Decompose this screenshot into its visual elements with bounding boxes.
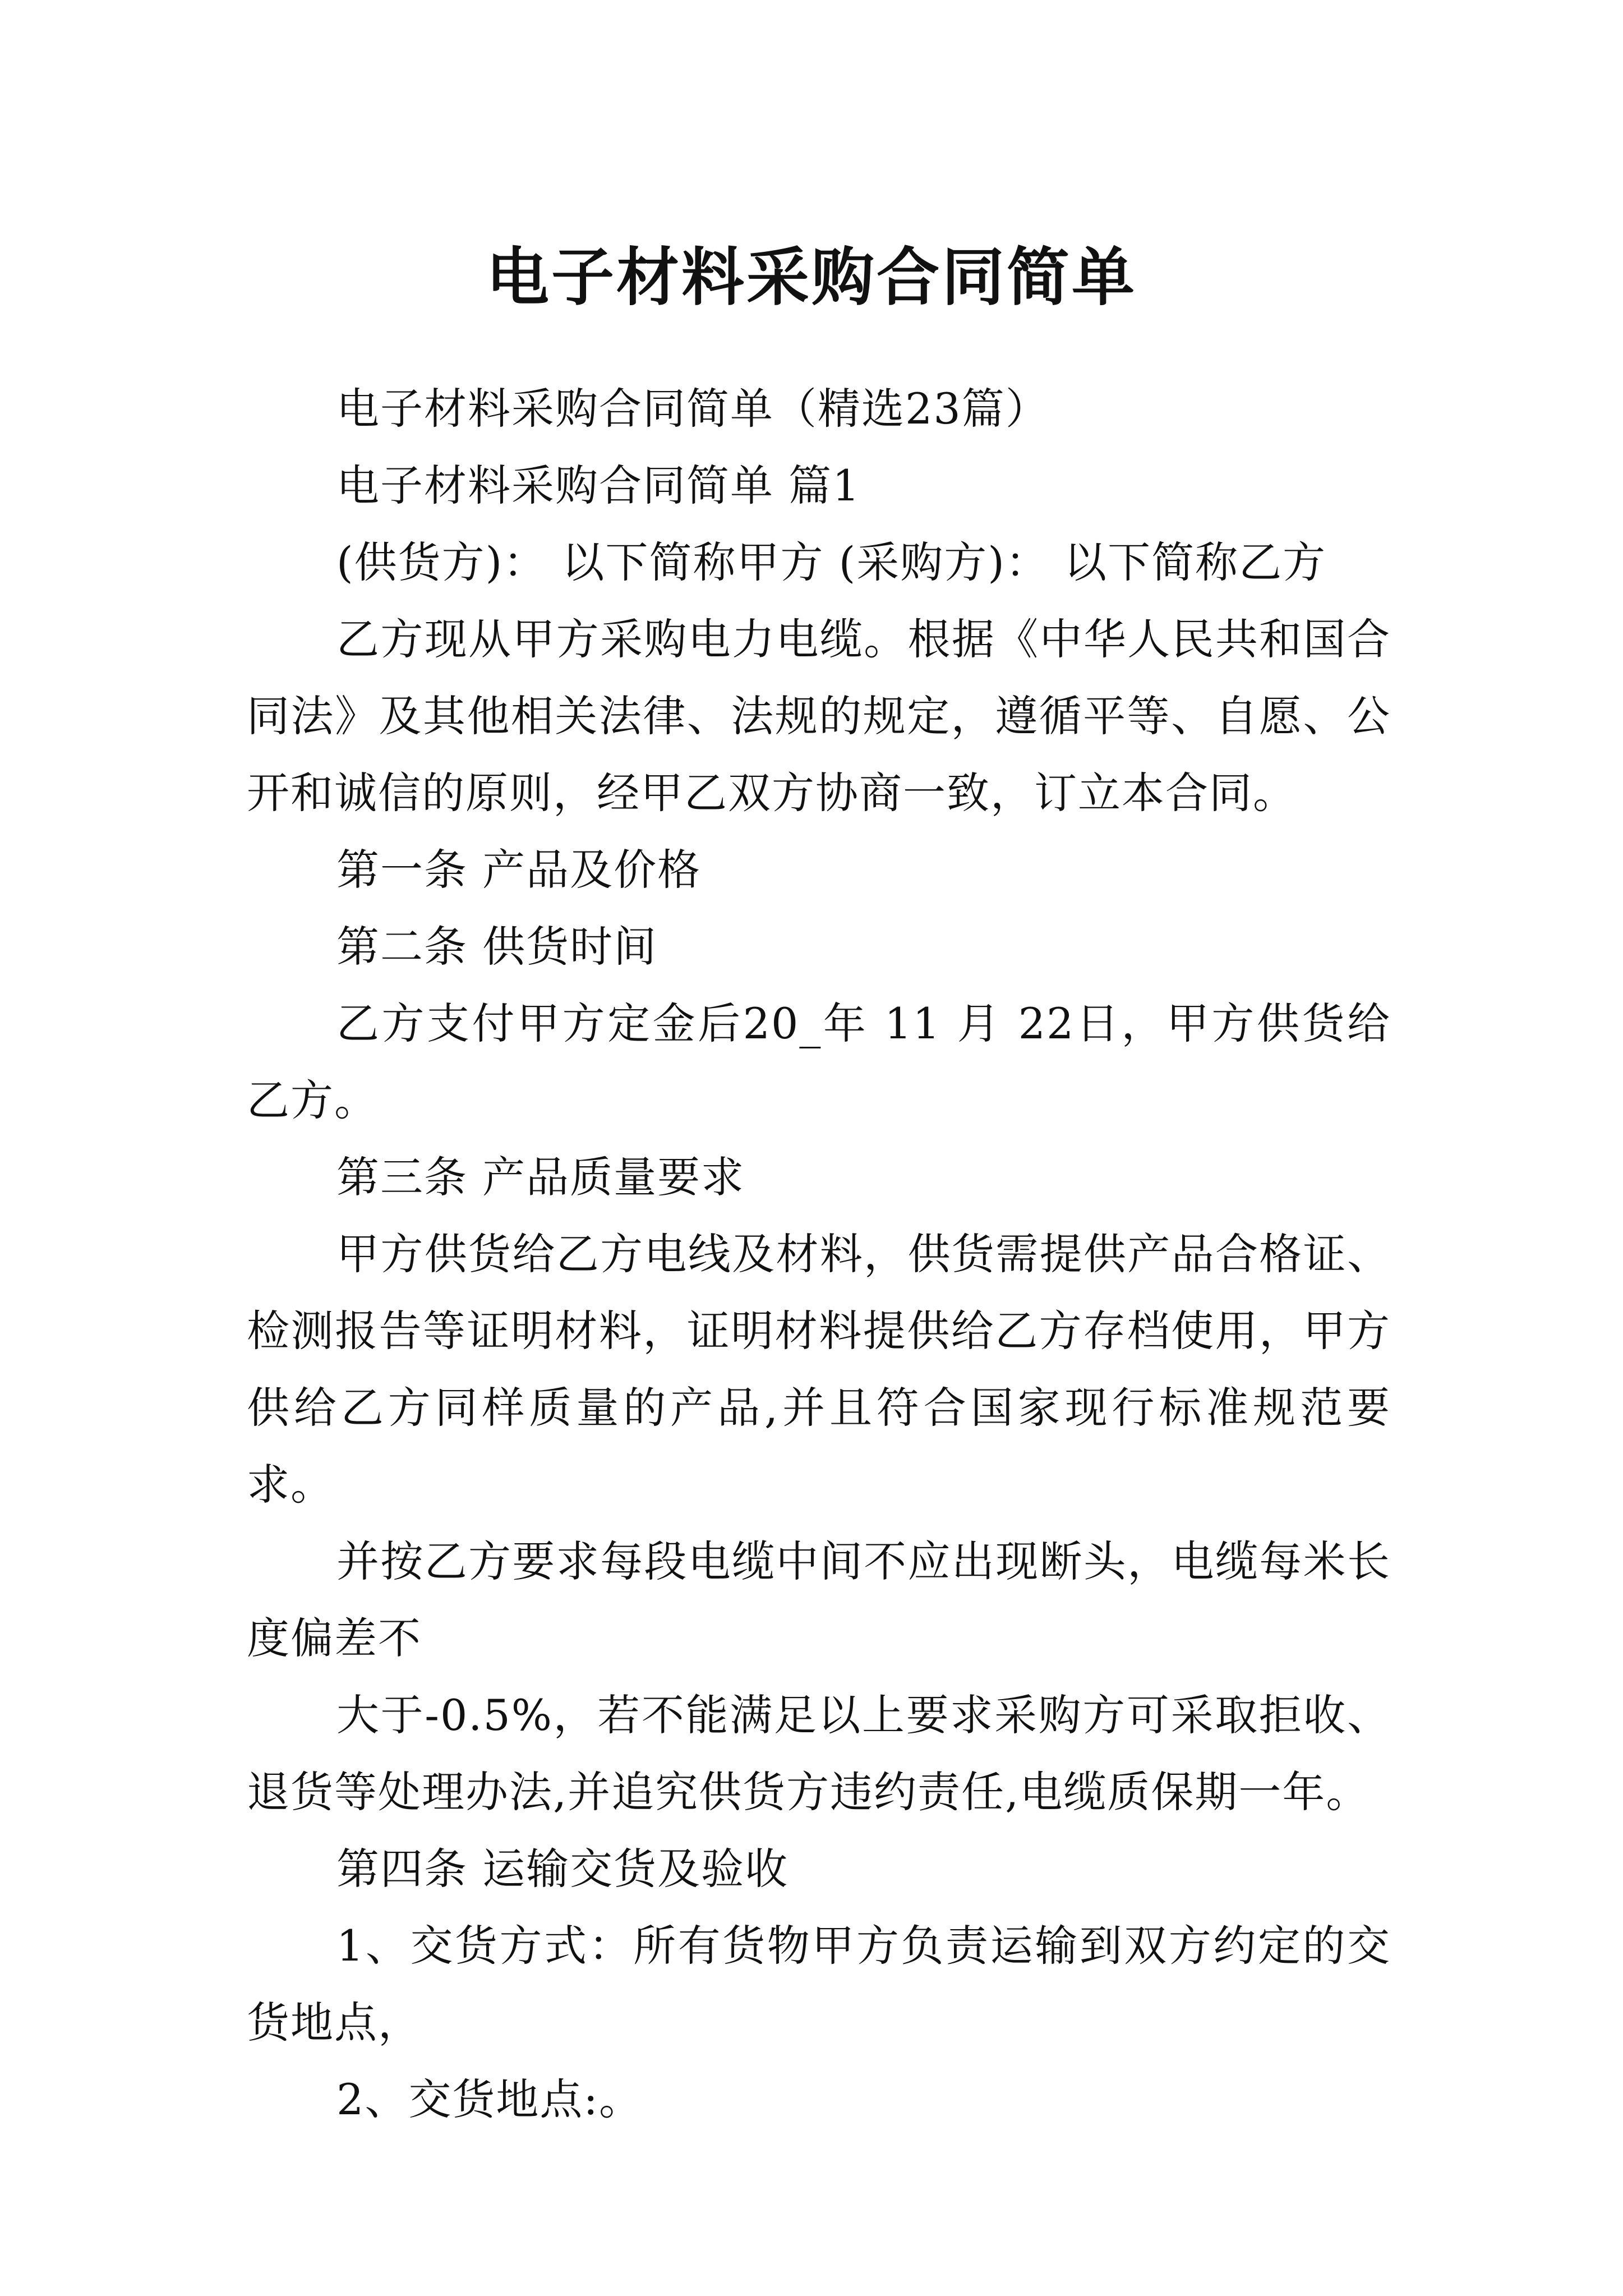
paragraph-cable-length: 并按乙方要求每段电缆中间不应出现断头，电缆每米长度偏差不 xyxy=(247,1536,1391,1663)
document-title: 电子材料采购合同简单 xyxy=(486,241,1137,315)
paragraph-supply-time: 乙方支付甲方定金后20_年 11 月 22日，甲方供货给乙方。 xyxy=(247,999,1391,1125)
paragraph-delivery-place: 2、交货地点:。 xyxy=(336,2074,643,2124)
article-4-heading: 第四条 运输交货及验收 xyxy=(336,1844,789,1894)
paragraph-parties: (供货方)： 以下简称甲方 (采购方)： 以下简称乙方 xyxy=(336,537,1327,587)
document-body xyxy=(247,370,1391,2138)
article-2-heading: 第二条 供货时间 xyxy=(336,922,658,972)
article-3-heading: 第三条 产品质量要求 xyxy=(336,1152,745,1202)
article-1-heading: 第一条 产品及价格 xyxy=(336,845,702,895)
paragraph-part-heading: 电子材料采购合同简单 篇1 xyxy=(336,461,861,510)
paragraph-deviation: 大于-0.5%，若不能满足以上要求采购方可采取拒收、退货等处理办法,并追究供货方违约责任,电缆质保期一年。 xyxy=(247,1690,1391,1817)
paragraph-preamble: 乙方现从甲方采购电力电缆。根据《中华人民共和国合同法》及其他相关法律、法规的规定，遵循平等、自愿、公开和诚信的原则，经甲乙双方协商一致，订立本合同。 xyxy=(247,614,1391,818)
paragraph-delivery-method: 1、交货方式：所有货物甲方负责运输到双方约定的交货地点， xyxy=(247,1921,1391,2047)
paragraph-quality-docs: 甲方供货给乙方电线及材料，供货需提供产品合格证、检测报告等证明材料，证明材料提供给乙方存档使用，甲方供给乙方同样质量的产品,并且符合国家现行标准规范要求。 xyxy=(247,1229,1391,1510)
paragraph-subtitle: 电子材料采购合同简单（精选23篇） xyxy=(336,384,1049,434)
